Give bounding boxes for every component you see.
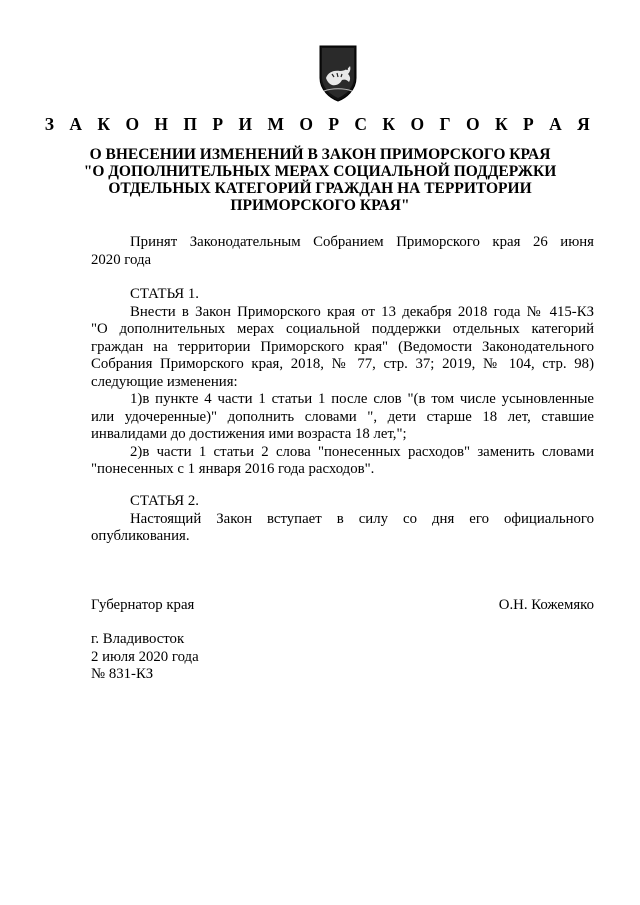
adoption-line: Принят Законодательным Собранием Приморского края 26 июня [130,234,594,250]
article-1-heading: СТАТЬЯ 1. [130,286,199,302]
article-1-item-2-line: "понесенных с 1 января 2016 года расходов". [91,461,375,477]
article-1-intro-line: Собрания Приморского края, 2018, № 77, стр. 37; 2019, № 104, стр. 98) [91,356,594,372]
subtitle-line: О ВНЕСЕНИИ ИЗМЕНЕНИЙ В ЗАКОН ПРИМОРСКОГО КРАЯ [89,146,551,163]
article-1 [91,286,594,479]
article-2-line: Настоящий Закон вступает в силу со дня его официального [130,510,594,527]
law-number: № 831-КЗ [91,666,154,682]
adoption-paragraph [91,234,594,269]
adoption-line: 2020 года [91,251,152,268]
primorsky-krai-coat-of-arms-icon [318,44,358,102]
article-1-intro-line: граждан на территории Приморского края" (Ведомости Законодательного [91,338,594,355]
city: г. Владивосток [91,631,185,647]
signature-position: Губернатор края [91,597,195,613]
signature-name: О.Н. Кожемяко [498,597,594,613]
article-1-intro-line: следующие изменения: [91,373,238,390]
law-title: З А К О Н П Р И М О Р С К О Г О К Р А Я [44,114,596,134]
article-2-line: опубликования. [91,528,190,544]
article-1-intro-line: Внести в Закон Приморского края от 13 декабря 2018 года № 415-КЗ [130,303,594,320]
place-date-block [91,631,199,684]
date: 2 июля 2020 года [91,648,199,665]
article-1-item-2-line: 2)в части 1 статьи 2 слова "понесенных расходов" заменить словами [130,443,594,460]
article-1-item-1-line: 1)в пункте 4 части 1 статьи 1 после слов "(в том числе усыновленные [130,391,594,407]
subtitle-line: "О ДОПОЛНИТЕЛЬНЫХ МЕРАХ СОЦИАЛЬНОЙ ПОДДЕРЖКИ [83,163,557,180]
article-1-item-1-line: инвалидами до достижения ими возраста 18 лет,"; [91,426,407,442]
subtitle-line: ОТДЕЛЬНЫХ КАТЕГОРИЙ ГРАЖДАН НА ТЕРРИТОРИИ [108,180,532,197]
article-2-heading: СТАТЬЯ 2. [130,493,199,509]
law-subtitle [60,146,580,214]
article-2 [91,493,594,546]
article-1-item-1-line: или удочеренные)" дополнить словами ", дети старше 18 лет, ставшие [91,408,594,425]
article-1-intro-line: "О дополнительных мерах социальной поддержки отдельных категорий [91,321,594,337]
subtitle-line: ПРИМОРСКОГО КРАЯ" [230,197,410,214]
